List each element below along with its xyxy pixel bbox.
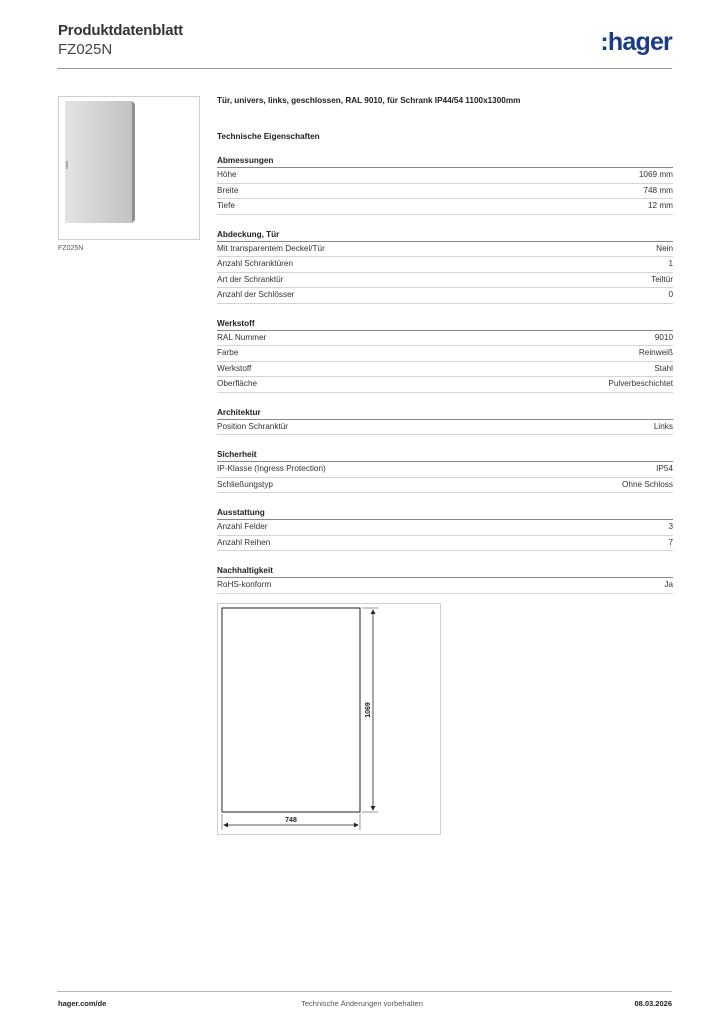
spec-value: 0	[668, 290, 673, 299]
spec-value: 7	[668, 537, 673, 547]
spec-row	[217, 257, 673, 273]
spec-row	[217, 478, 673, 494]
technical-properties-title: Technische Eigenschaften	[217, 132, 320, 141]
spec-value: Links	[653, 421, 673, 431]
spec-row	[217, 536, 673, 552]
spec-value: Ja	[664, 580, 673, 589]
product-image-label: FZ025N	[58, 245, 84, 252]
spec-value: 12 mm	[647, 201, 673, 210]
door-panel-illustration	[59, 97, 199, 239]
spec-value: 748 mm	[643, 185, 673, 195]
group-title: Abmessungen	[217, 156, 673, 168]
group-title: Ausstattung	[217, 508, 673, 520]
group-title: Sicherheit	[217, 450, 673, 462]
group-title: Werkstoff	[217, 319, 673, 331]
spec-value: 3	[668, 522, 673, 531]
product-code: FZ025N	[58, 41, 113, 58]
spec-label: Schließungstyp	[217, 479, 273, 489]
spec-group-sustainability	[217, 566, 673, 594]
spec-label: Tiefe	[217, 201, 235, 210]
spec-value: Stahl	[654, 363, 673, 373]
product-description: Tür, univers, links, geschlossen, RAL 9010, für Schrank IP44/54 1100x1300mm	[217, 96, 521, 105]
spec-row	[217, 346, 673, 362]
spec-value: 9010	[654, 332, 673, 342]
footer-date: 08.03.2026	[634, 999, 672, 1008]
spec-value: 1	[668, 259, 673, 268]
spec-label: Breite	[217, 185, 239, 195]
document-title: Produktdatenblatt	[58, 22, 183, 39]
spec-label: Oberfläche	[217, 379, 258, 388]
door-outline	[222, 608, 360, 812]
technical-drawing	[217, 603, 441, 835]
spec-row	[217, 362, 673, 378]
spec-value: Nein	[656, 243, 673, 253]
spec-row	[217, 420, 673, 436]
logo-prefix: :	[600, 28, 608, 56]
spec-value: 1069 mm	[638, 170, 673, 179]
spec-row	[217, 199, 673, 215]
spec-row	[217, 377, 673, 393]
spec-value: Pulverbeschichtet	[608, 379, 673, 388]
spec-value: IP54	[656, 464, 673, 473]
footer-disclaimer: Technische Änderungen vorbehalten	[301, 999, 423, 1008]
specification-section	[217, 96, 673, 625]
spec-label: RAL Nummer	[217, 332, 267, 342]
spec-group-architecture	[217, 408, 673, 436]
spec-label: Mit transparentem Deckel/Tür	[217, 243, 325, 253]
spec-group-cover-door	[217, 230, 673, 304]
footer-website-link[interactable]: hager.com/de	[58, 999, 107, 1008]
product-image	[58, 96, 200, 240]
spec-label: Anzahl Reihen	[217, 537, 271, 547]
spec-label: RoHS-konform	[217, 580, 272, 589]
spec-row	[217, 578, 673, 594]
width-dimension-label: 748	[285, 817, 297, 824]
group-title: Nachhaltigkeit	[217, 566, 673, 578]
spec-group-equipment	[217, 508, 673, 551]
dimension-drawing	[218, 604, 440, 834]
spec-label: Anzahl Schranktüren	[217, 259, 294, 268]
spec-row	[217, 462, 673, 478]
spec-row	[217, 168, 673, 184]
spec-label: Höhe	[217, 170, 237, 179]
spec-label: Farbe	[217, 348, 239, 357]
height-dimension-label: 1069	[365, 702, 372, 718]
spec-label: Anzahl der Schlösser	[217, 290, 295, 299]
spec-value: Teiltür	[651, 274, 673, 284]
spec-value: Reinweiß	[638, 348, 673, 357]
hager-logo[interactable]	[600, 28, 672, 57]
spec-row	[217, 520, 673, 536]
spec-row	[217, 331, 673, 347]
spec-row	[217, 242, 673, 258]
header-divider	[57, 68, 672, 69]
spec-label: Position Schranktür	[217, 421, 288, 431]
group-title: Abdeckung, Tür	[217, 230, 673, 242]
spec-group-dimensions	[217, 156, 673, 215]
spec-value: Ohne Schloss	[622, 479, 673, 489]
spec-row	[217, 273, 673, 289]
spec-group-material	[217, 319, 673, 393]
spec-row	[217, 288, 673, 304]
header	[58, 22, 183, 58]
spec-label: Anzahl Felder	[217, 522, 268, 531]
footer-divider	[57, 991, 672, 992]
group-title: Architektur	[217, 408, 673, 420]
spec-group-security	[217, 450, 673, 493]
spec-row	[217, 184, 673, 200]
spec-label: IP-Klasse (Ingress Protection)	[217, 464, 326, 473]
spec-label: Art der Schranktür	[217, 274, 284, 284]
logo-text: hager	[607, 28, 672, 56]
spec-label: Werkstoff	[217, 363, 252, 373]
